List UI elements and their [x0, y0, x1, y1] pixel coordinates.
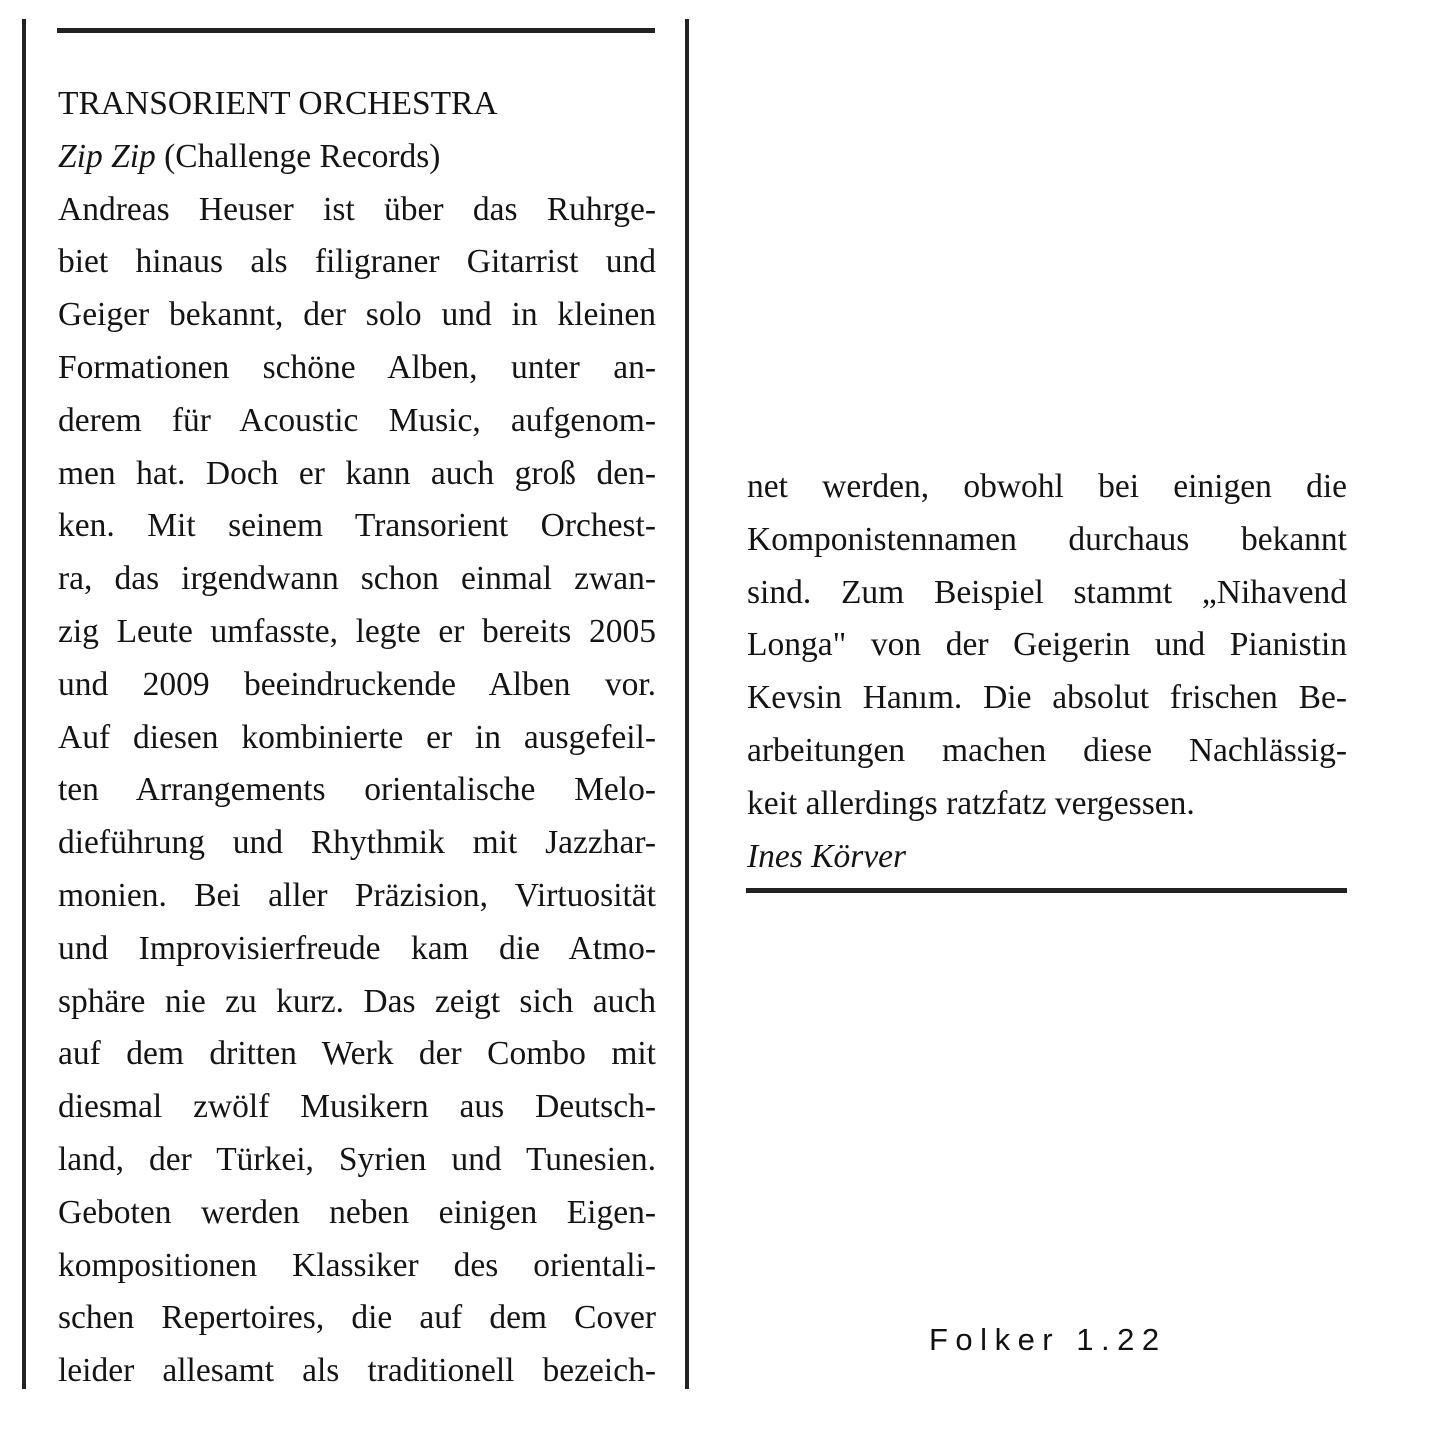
text-line: Geiger bekannt, der solo und in kleinen	[58, 296, 656, 334]
text-line: arbeitungen machen diese Nachlässig-	[747, 731, 1347, 769]
column-border-left	[22, 19, 26, 1389]
text-line: ra, das irgendwann schon einmal zwan-	[58, 560, 656, 598]
album-line	[58, 131, 656, 184]
publication-issue: Folker 1.22	[929, 1322, 1167, 1357]
text-line: Andreas Heuser ist über das Ruhrge-	[58, 190, 656, 228]
text-line: Kevsin Hanım. Die absolut frischen Be-	[747, 679, 1347, 717]
text-line: derem für Acoustic Music, aufgenom-	[58, 401, 656, 439]
review-top-rule	[57, 28, 655, 33]
text-line: Komponistennamen durchaus bekannt	[747, 520, 1347, 558]
review-body-left	[58, 184, 656, 1398]
text-line: schen Repertoires, die auf dem Cover	[58, 1299, 656, 1337]
text-line: Geboten werden neben einigen Eigen-	[58, 1193, 656, 1231]
text-line: zig Leute umfasste, legte er bereits 2005	[58, 612, 656, 650]
text-line: ten Arrangements orientalische Melo-	[58, 771, 656, 809]
text-line: kompositionen Klassiker des orientali-	[58, 1246, 656, 1284]
text-line: und 2009 beeindruckende Alben vor.	[58, 665, 656, 703]
text-line: dieführung und Rhythmik mit Jazzhar-	[58, 824, 656, 862]
text-line: Formationen schöne Alben, unter an-	[58, 348, 656, 386]
text-line: men hat. Doch er kann auch groß den-	[58, 454, 656, 492]
text-line: keit allerdings ratzfatz vergessen.	[747, 784, 1195, 822]
record-label: (Challenge Records)	[155, 137, 441, 175]
text-line: auf dem dritten Werk der Combo mit	[58, 1035, 656, 1073]
review-bottom-rule	[746, 888, 1347, 893]
text-line: diesmal zwölf Musikern aus Deutsch-	[58, 1088, 656, 1126]
text-line: und Improvisierfreude kam die Atmo-	[58, 929, 656, 967]
text-line: monien. Bei aller Präzision, Virtuosität	[58, 876, 656, 914]
review-author: Ines Körver	[747, 837, 907, 875]
text-line: Longa" von der Geigerin und Pianistin	[747, 626, 1347, 664]
text-line: biet hinaus als filigraner Gitarrist und	[58, 243, 656, 281]
review-body-right	[747, 461, 1347, 831]
text-line: land, der Türkei, Syrien und Tunesien.	[58, 1140, 656, 1178]
text-line: Auf diesen kombinierte er in ausgefeil-	[58, 718, 656, 756]
text-line: sind. Zum Beispiel stammt „Nihavend	[747, 573, 1347, 611]
text-line: net werden, obwohl bei einigen die	[747, 468, 1347, 505]
text-line: ken. Mit seinem Transorient Orchest-	[58, 507, 656, 545]
column-border-middle	[685, 19, 689, 1389]
text-line: leider allesamt als traditionell bezeich-	[58, 1352, 656, 1390]
review-left-column	[58, 78, 656, 1398]
review-right-column	[747, 461, 1347, 883]
text-line: sphäre nie zu kurz. Das zeigt sich auch	[58, 982, 656, 1020]
artist-name: TRANSORIENT ORCHESTRA	[58, 85, 498, 122]
album-title: Zip Zip	[58, 137, 156, 175]
